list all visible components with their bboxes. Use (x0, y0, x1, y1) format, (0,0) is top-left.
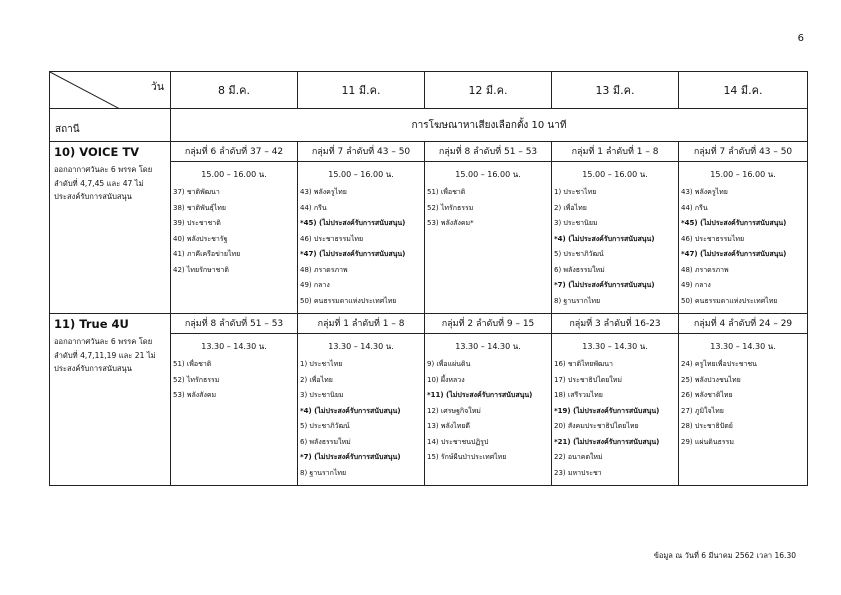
party-list-item: *45) (ไม่ประสงค์รับการสนับสนุน) (300, 219, 406, 227)
header-row-title (50, 109, 808, 142)
party-list (425, 185, 551, 236)
party-list (552, 357, 678, 485)
party-list-item: 15) รักษ์ผืนป่าประเทศไทย (427, 453, 507, 461)
schedule-cell (425, 314, 552, 486)
party-list-item: 8) ฐานรากไทย (300, 468, 347, 477)
party-list-item: 52) ไทรักธรรม (427, 203, 474, 212)
schedule-cell (425, 142, 552, 314)
time-slot: 13.30 – 14.30 น. (328, 342, 394, 351)
schedule-cell (679, 314, 808, 486)
party-list-item: 27) ภูมิใจไทย (681, 406, 724, 415)
time-slot: 15.00 – 16.00 น. (201, 170, 267, 179)
schedule-cell (552, 142, 679, 314)
party-list-item: 51) เพื่อชาติ (427, 188, 466, 196)
party-list-item: 6) พลังธรรมใหม่ (554, 265, 605, 274)
page-number: 6 (797, 33, 804, 44)
party-list (679, 185, 807, 313)
schedule-cell (171, 314, 298, 486)
party-list-item: 38) ชาติพันธุ์ไทย (173, 203, 226, 212)
time-slot: 13.30 – 14.30 น. (455, 342, 521, 351)
group-heading: กลุ่มที่ 8 ลำดับที่ 51 – 53 (171, 314, 297, 334)
party-list-item: 44) กรีน (300, 203, 327, 212)
party-list (679, 357, 807, 454)
group-heading: กลุ่มที่ 7 ลำดับที่ 43 – 50 (298, 142, 424, 162)
party-list-item: 1) ประชาไทย (554, 188, 597, 196)
party-list-item: *47) (ไม่ประสงค์รับการสนับสนุน) (681, 250, 787, 258)
schedule-cell (298, 142, 425, 314)
station-row (50, 142, 808, 314)
party-list-item: 28) ประชาธิปัตย์ (681, 422, 733, 430)
schedule-cell (679, 142, 808, 314)
group-heading: กลุ่มที่ 7 ลำดับที่ 43 – 50 (679, 142, 807, 162)
party-list-item: 2) เพื่อไทย (300, 375, 333, 384)
party-list-item: 46) ประชาธรรมไทย (300, 234, 364, 243)
party-list-item: 14) ประชาชนปฏิรูป (427, 437, 489, 446)
party-list-item: 29) แผ่นดินธรรม (681, 437, 734, 446)
party-list-item: 12) เศรษฐกิจใหม่ (427, 406, 481, 415)
party-list-item: 5) ประชาภิวัฒน์ (554, 250, 604, 258)
party-list-item: 43) พลังครูไทย (300, 188, 347, 196)
broadcast-schedule-table (49, 71, 808, 486)
header-corner-cell (50, 72, 171, 109)
schedule-cell (171, 142, 298, 314)
party-list (298, 357, 424, 485)
header-row-dates (50, 72, 808, 109)
party-list-item: 16) ชาติไทยพัฒนา (554, 360, 613, 368)
party-list-item: 42) ไทยรักษาชาติ (173, 265, 229, 274)
station-name: 11) True 4U (54, 317, 129, 331)
party-list (298, 185, 424, 313)
party-list-item: 26) พลังชาติไทย (681, 391, 733, 399)
party-list-item: 2) เพื่อไทย (554, 203, 587, 212)
party-list (171, 357, 297, 408)
party-list-item: *19) (ไม่ประสงค์รับการสนับสนุน) (554, 406, 660, 415)
group-heading: กลุ่มที่ 2 ลำดับที่ 9 – 15 (425, 314, 551, 334)
party-list-item: 41) ภาคีเครือข่ายไทย (173, 250, 241, 258)
date-header: 12 มี.ค. (425, 72, 552, 109)
station-cell (50, 314, 171, 486)
party-list-item: 53) พลังสังคม (173, 391, 217, 399)
date-header: 14 มี.ค. (679, 72, 808, 109)
schedule-table-wrapper (49, 71, 807, 486)
schedule-cell (552, 314, 679, 486)
party-list-item: 1) ประชาไทย (300, 360, 343, 368)
party-list-item: 39) ประชาชาติ (173, 219, 221, 227)
party-list-item: 49) กลาง (681, 281, 711, 289)
group-heading: กลุ่มที่ 1 ลำดับที่ 1 – 8 (552, 142, 678, 162)
group-heading: กลุ่มที่ 6 ลำดับที่ 37 – 42 (171, 142, 297, 162)
schedule-cell (298, 314, 425, 486)
time-slot: 13.30 – 14.30 น. (582, 342, 648, 351)
party-list-item: *47) (ไม่ประสงค์รับการสนับสนุน) (300, 250, 406, 258)
station-cell (50, 142, 171, 314)
party-list-item: 43) พลังครูไทย (681, 188, 728, 196)
party-list-item: *45) (ไม่ประสงค์รับการสนับสนุน) (681, 219, 787, 227)
time-slot: 15.00 – 16.00 น. (582, 170, 648, 179)
party-list-item: 13) พลังไทยดี (427, 422, 470, 430)
party-list-item: 50) คนธรรมดาแห่งประเทศไทย (300, 296, 397, 305)
party-list-item: 17) ประชาธิปไตยใหม่ (554, 375, 623, 384)
party-list (425, 357, 551, 470)
party-list-item: *7) (ไม่ประสงค์รับการสนับสนุน) (300, 453, 401, 461)
party-list-item: 24) ครูไทยเพื่อประชาชน (681, 360, 757, 368)
day-label: วัน (150, 81, 164, 93)
campaign-title: การโฆษณาหาเสียงเลือกตั้ง 10 นาที (171, 109, 808, 142)
station-label: สถานี (50, 109, 171, 142)
party-list-item: 50) คนธรรมดาแห่งประเทศไทย (681, 296, 778, 305)
party-list-item: 44) กรีน (681, 203, 708, 212)
station-name: 10) VOICE TV (54, 145, 140, 159)
data-timestamp-note: ข้อมูล ณ วันที่ 6 มีนาคม 2562 เวลา 16.30 (653, 551, 796, 560)
party-list-item: 9) เพื่อแผ่นดิน (427, 360, 471, 368)
party-list-item: 25) พลังปวงชนไทย (681, 375, 741, 384)
time-slot: 15.00 – 16.00 น. (328, 170, 394, 179)
party-list-item: 48) ภราดรภาพ (681, 265, 729, 274)
group-heading: กลุ่มที่ 3 ลำดับที่ 16-23 (552, 314, 678, 334)
station-row (50, 314, 808, 486)
party-list-item: *4) (ไม่ประสงค์รับการสนับสนุน) (300, 406, 401, 415)
party-list-item: 51) เพื่อชาติ (173, 360, 212, 368)
party-list-item: 46) ประชาธรรมไทย (681, 234, 745, 243)
party-list (552, 185, 678, 313)
time-slot: 13.30 – 14.30 น. (201, 342, 267, 351)
party-list-item: 23) มหาประชา (554, 468, 602, 477)
party-list-item: 3) ประชานิยม (300, 391, 344, 399)
party-list-item: 3) ประชานิยม (554, 219, 598, 227)
group-heading: กลุ่มที่ 1 ลำดับที่ 1 – 8 (298, 314, 424, 334)
party-list-item: 48) ภราดรภาพ (300, 265, 348, 274)
party-list-item: *4) (ไม่ประสงค์รับการสนับสนุน) (554, 234, 655, 243)
party-list-item: *11) (ไม่ประสงค์รับการสนับสนุน) (427, 391, 533, 399)
date-header: 13 มี.ค. (552, 72, 679, 109)
party-list-item: 18) เสรีรวมไทย (554, 391, 603, 399)
party-list-item: 37) ชาติพัฒนา (173, 188, 220, 196)
party-list-item: 20) สังคมประชาธิปไตยไทย (554, 422, 639, 430)
party-list-item: 8) ฐานรากไทย (554, 296, 601, 305)
date-header: 11 มี.ค. (298, 72, 425, 109)
party-list-item: 10) ผึ้งหลวง (427, 375, 465, 384)
station-note: ออกอากาศวันละ 6 พรรค โดยลำดับที่ 4,7,45 และ 47 ไม่ประสงค์รับการสนับสนุน (54, 165, 153, 201)
party-list-item: 49) กลาง (300, 281, 330, 289)
group-heading: กลุ่มที่ 4 ลำดับที่ 24 – 29 (679, 314, 807, 334)
time-slot: 15.00 – 16.00 น. (710, 170, 776, 179)
date-header: 8 มี.ค. (171, 72, 298, 109)
party-list-item: 40) พลังประชารัฐ (173, 234, 228, 243)
party-list-item: 52) ไทรักธรรม (173, 375, 220, 384)
party-list (171, 185, 297, 282)
time-slot: 15.00 – 16.00 น. (455, 170, 521, 179)
party-list-item: 6) พลังธรรมใหม่ (300, 437, 351, 446)
party-list-item: 22) อนาคตใหม่ (554, 453, 603, 461)
party-list-item: *7) (ไม่ประสงค์รับการสนับสนุน) (554, 281, 655, 289)
time-slot: 13.30 – 14.30 น. (710, 342, 776, 351)
party-list-item: 5) ประชาภิวัฒน์ (300, 422, 350, 430)
station-note: ออกอากาศวันละ 6 พรรค โดยลำดับที่ 4,7,11,19 และ 21 ไม่ประสงค์รับการสนับสนุน (54, 337, 156, 373)
group-heading: กลุ่มที่ 8 ลำดับที่ 51 – 53 (425, 142, 551, 162)
party-list-item: 53) พลังสังคม* (427, 219, 474, 227)
party-list-item: *21) (ไม่ประสงค์รับการสนับสนุน) (554, 437, 660, 446)
